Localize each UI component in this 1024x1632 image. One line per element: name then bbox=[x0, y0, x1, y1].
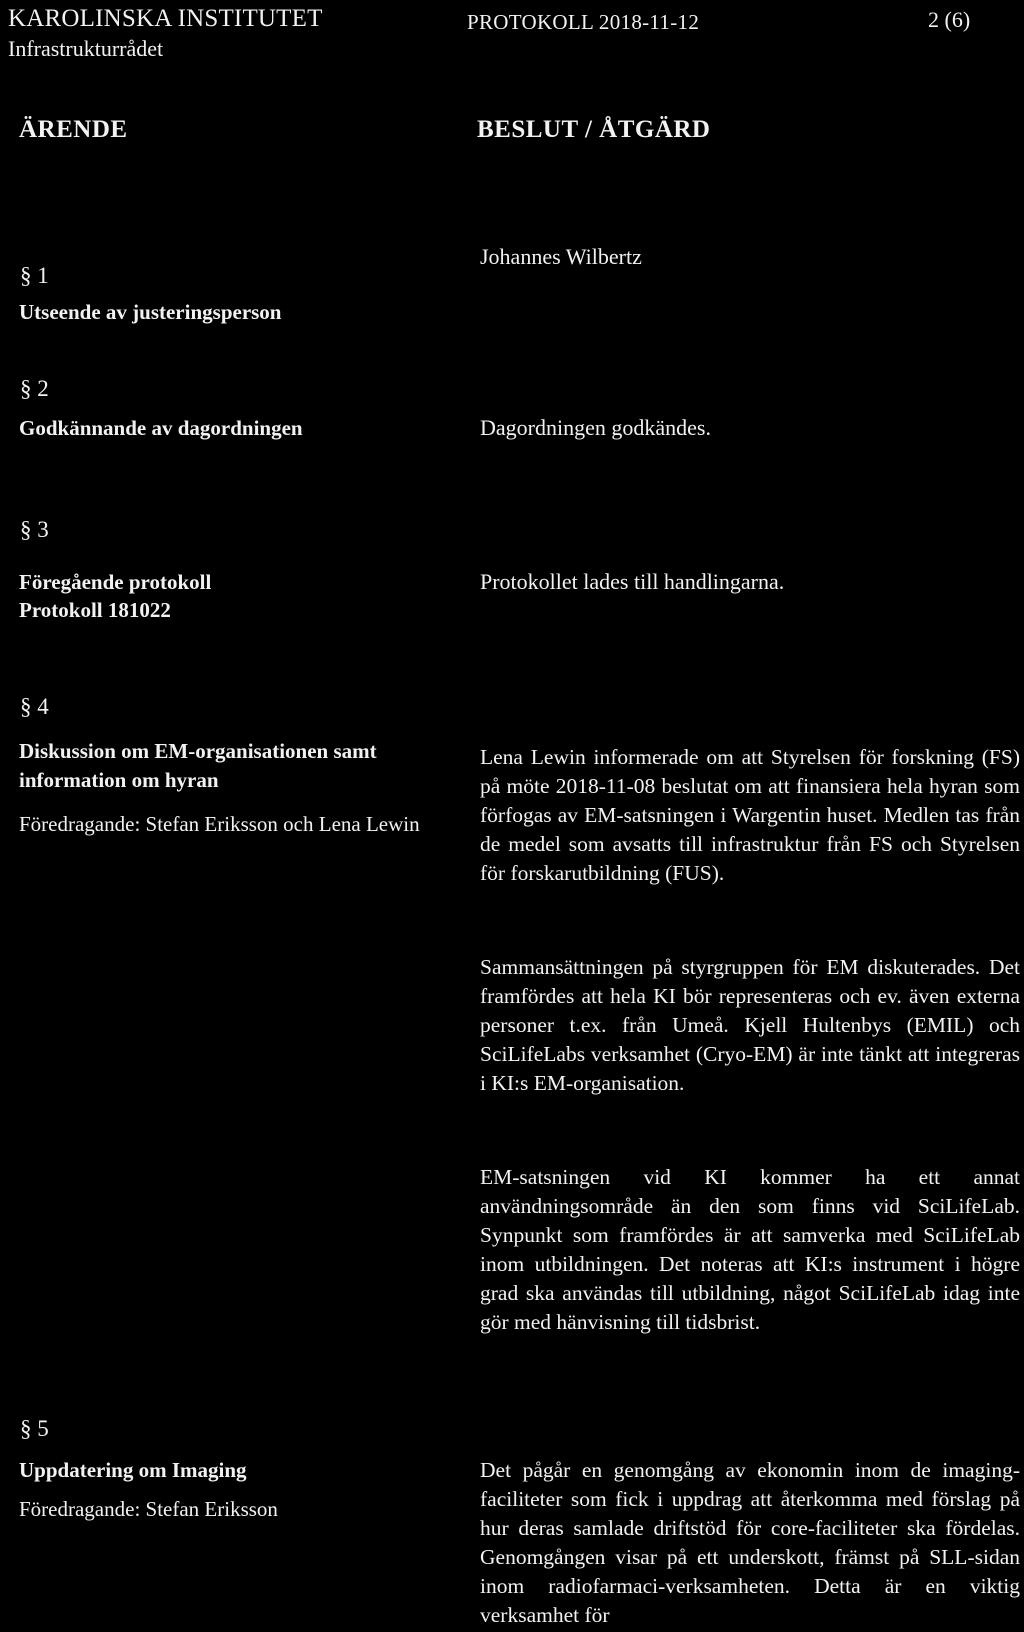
section-number: § 2 bbox=[20, 376, 49, 401]
institution-name: KAROLINSKA INSTITUTET bbox=[8, 5, 323, 32]
page-number: 2 (6) bbox=[928, 7, 971, 32]
section-number: § 4 bbox=[20, 694, 49, 719]
column-heading-matter: ÄRENDE bbox=[19, 116, 128, 143]
section-number: § 3 bbox=[20, 517, 49, 542]
item-decision: Johannes Wilbertz bbox=[480, 244, 642, 269]
item-title-subline: Protokoll 181022 bbox=[19, 598, 171, 622]
item-title: Godkännande av dagordningen bbox=[19, 416, 303, 440]
section-number: § 1 bbox=[20, 263, 49, 288]
item-decision: Dagordningen godkändes. bbox=[480, 415, 711, 440]
protocol-date: PROTOKOLL 2018-11-12 bbox=[467, 10, 700, 34]
decision-paragraph: Det pågår en genomgång av ekonomin inom de imaging-faciliteter som fick i uppdrag att återkomma med förslag på hur deras samlade driftstöd för core-faciliteter ska fördelas. Genomgången visar på ett underskott, främst på SLL-sidan inom radiofarmaci-verksamheten. Detta är en viktig verksamhet för bbox=[480, 1458, 1020, 1627]
column-heading-decision: BESLUT / ÅTGÄRD bbox=[477, 116, 711, 143]
item-title: Föregående protokoll bbox=[19, 570, 212, 594]
item-speaker: Föredragande: Stefan Eriksson och Lena Lewin bbox=[19, 812, 420, 836]
item-decision: Protokollet lades till handlingarna. bbox=[480, 569, 785, 594]
item-title: Diskussion om EM-organisationen samt information om hyran bbox=[19, 739, 377, 792]
item-title: Utseende av justeringsperson bbox=[19, 300, 282, 324]
item-title: Uppdatering om Imaging bbox=[19, 1458, 247, 1482]
decision-paragraph: Sammansättningen på styrgruppen för EM diskuterades. Det framfördes att hela KI bör representeras och ev. även externa personer t.ex. från Umeå. Kjell Hultenbys (EMIL) och SciLifeLabs verksamhet (Cryo-EM) är inte tänkt att integreras i KI:s EM-organisation. bbox=[480, 955, 1020, 1095]
council-name: Infrastrukturrådet bbox=[8, 36, 164, 61]
item-speaker: Föredragande: Stefan Eriksson bbox=[19, 1497, 278, 1521]
decision-paragraph: Lena Lewin informerade om att Styrelsen för forskning (FS) på möte 2018-11-08 beslutat om att finansiera hela hyran som förfogas av EM-satsningen i Wargentin huset. Medlen tas från de medel som avsatts till infrastruktur från FS och Styrelsen för forskarutbildning (FUS). bbox=[480, 745, 1020, 885]
section-number: § 5 bbox=[20, 1416, 49, 1441]
decision-paragraph: EM-satsningen vid KI kommer ha ett annat användningsområde än den som finns vid SciLifeLab. Synpunkt som framfördes är att samverka med SciLifeLab inom utbildningen. Det noteras att KI:s instrument i högre grad ska användas till utbildning, något SciLifeLab idag inte gör med hänvisning till tidsbrist. bbox=[480, 1165, 1020, 1334]
